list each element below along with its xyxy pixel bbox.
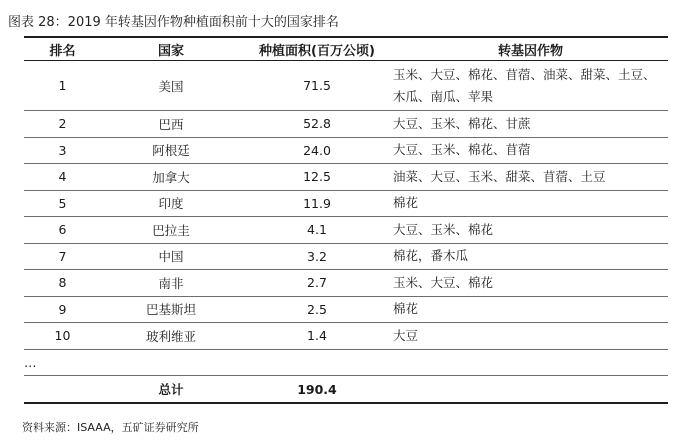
figure-caption: 图表 28：2019 年转基因作物种植面积前十大的国家排名 (8, 15, 339, 30)
crops-cell: 棉花，番木瓜 (393, 243, 668, 270)
country-cell: 玻利维亚 (101, 323, 241, 350)
header-country: 国家 (101, 37, 241, 61)
gmo-ranking-table (24, 36, 668, 404)
area-cell: 11.9 (241, 190, 393, 217)
area-cell: 2.5 (241, 296, 393, 323)
table-row (24, 61, 668, 111)
empty-cell (393, 349, 668, 376)
rank-cell: 4 (24, 164, 101, 191)
country-cell: 巴拉圭 (101, 217, 241, 244)
rank-cell: 7 (24, 243, 101, 270)
area-cell: 12.5 (241, 164, 393, 191)
header-rank: 排名 (24, 37, 101, 61)
total-area: 190.4 (241, 376, 393, 404)
rank-cell: 2 (24, 111, 101, 138)
country-cell: 中国 (101, 243, 241, 270)
area-cell: 71.5 (241, 61, 393, 111)
area-cell: 3.2 (241, 243, 393, 270)
country-cell: 美国 (101, 61, 241, 111)
crops-cell: 油菜、大豆、玉米、甜菜、苜蓿、土豆 (393, 164, 668, 191)
ellipsis-row (24, 349, 668, 376)
area-cell: 4.1 (241, 217, 393, 244)
crops-cell: 大豆、玉米、棉花 (393, 217, 668, 244)
table-row (24, 137, 668, 164)
crops-cell: 棉花 (393, 296, 668, 323)
crops-cell: 棉花 (393, 190, 668, 217)
area-cell: 1.4 (241, 323, 393, 350)
rank-cell: 5 (24, 190, 101, 217)
rank-cell: 8 (24, 270, 101, 297)
crops-cell: 大豆 (393, 323, 668, 350)
rank-cell: 9 (24, 296, 101, 323)
crops-line-2: 木瓜、南瓜、苹果 (393, 88, 494, 104)
crops-cell: 玉米、大豆、棉花 (393, 270, 668, 297)
header-crops: 转基因作物 (393, 37, 668, 61)
country-cell: 印度 (101, 190, 241, 217)
rank-cell: 1 (24, 61, 101, 111)
table-header-row (24, 37, 668, 61)
rank-cell: 3 (24, 137, 101, 164)
table-row (24, 217, 668, 244)
rank-cell: 10 (24, 323, 101, 350)
total-label: 总计 (101, 376, 241, 404)
crops-cell: 大豆、玉米、棉花、甘蔗 (393, 111, 668, 138)
table-row (24, 164, 668, 191)
total-row (24, 376, 668, 404)
country-cell: 巴基斯坦 (101, 296, 241, 323)
area-cell: 52.8 (241, 111, 393, 138)
table-row (24, 323, 668, 350)
country-cell: 加拿大 (101, 164, 241, 191)
table-row (24, 270, 668, 297)
empty-cell (101, 349, 241, 376)
table-row (24, 190, 668, 217)
area-cell: 24.0 (241, 137, 393, 164)
table-row (24, 296, 668, 323)
table-row (24, 243, 668, 270)
rank-cell: 6 (24, 217, 101, 244)
table-row (24, 111, 668, 138)
empty-cell (241, 349, 393, 376)
ellipsis-cell: … (24, 349, 101, 376)
area-cell: 2.7 (241, 270, 393, 297)
country-cell: 巴西 (101, 111, 241, 138)
country-cell: 阿根廷 (101, 137, 241, 164)
empty-cell (24, 376, 101, 404)
empty-cell (393, 376, 668, 404)
crops-cell (393, 61, 668, 111)
header-area: 种植面积(百万公顷) (241, 37, 393, 61)
country-cell: 南非 (101, 270, 241, 297)
crops-line-1: 玉米、大豆、棉花、苜蓿、油菜、甜菜、土豆、 (393, 66, 656, 82)
source-note: 资料来源：ISAAA，五矿证券研究所 (22, 421, 199, 434)
crops-cell: 大豆、玉米、棉花、苜蓿 (393, 137, 668, 164)
